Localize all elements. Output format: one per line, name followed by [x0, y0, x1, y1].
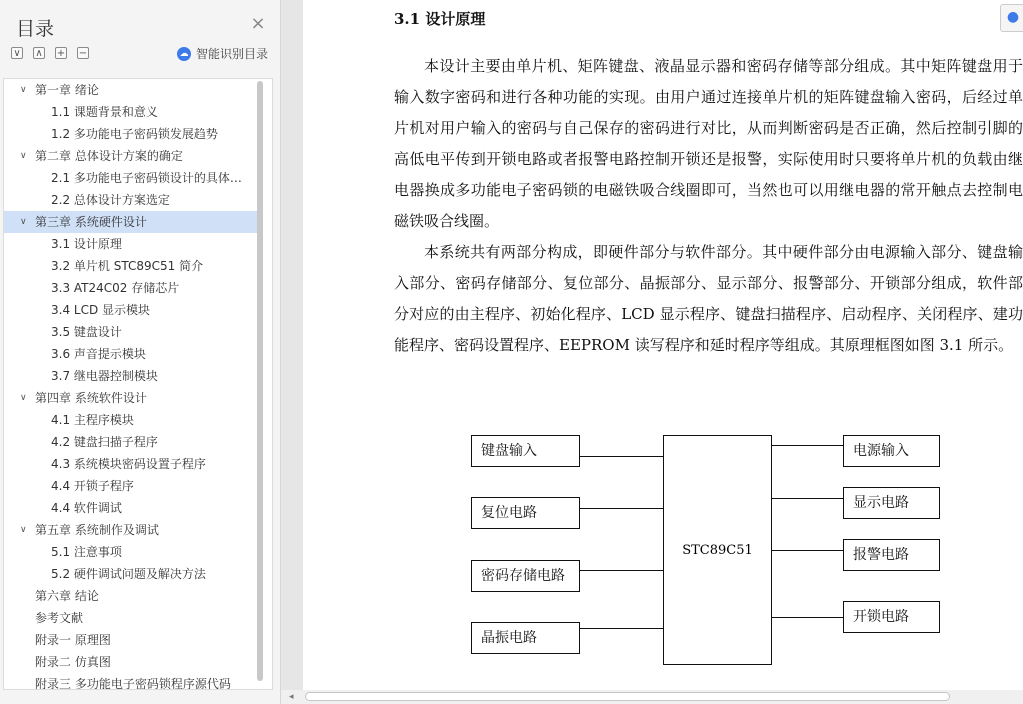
paragraph-1: 本设计主要由单片机、矩阵键盘、液晶显示器和密码存储等部分组成。其中矩阵键盘用于输入数字密码和进行各种功能的实现。由用户通过连接单片机的矩阵键盘输入密码，后经过单片机对用户输入的密码与自己保存的密码进行对比，从而判断密码是否正确，然后控制引脚的高低电平传到开锁电路或者报警电路控制开锁还是报警，实际使用时只要将单片机的负载由继电器换成多功能电子密码锁的电磁铁吸合线圈即可，当然也可以用继电器的常开触点去控制电磁铁吸合线圈。 [394, 57, 1023, 230]
toc-item-label: 4.2 键盘扫描子程序 [51, 435, 158, 449]
horizontal-scrollbar[interactable] [281, 690, 1023, 704]
toc-item[interactable] [4, 475, 259, 497]
toc-item-label: 3.6 声音提示模块 [51, 347, 146, 361]
toc-item[interactable] [4, 145, 259, 167]
smart-toc-label: 智能识别目录 [196, 47, 269, 61]
block-crystal-circuit: 晶振电路 [471, 622, 580, 654]
toc-item[interactable] [4, 79, 259, 101]
toc-item[interactable] [4, 409, 259, 431]
collapse-all-button[interactable]: ∨ [11, 47, 23, 59]
toc-panel [3, 78, 273, 690]
connector-line [772, 445, 843, 446]
smart-toc-button[interactable] [177, 45, 268, 62]
toc-item-label: 第六章 结论 [35, 589, 99, 603]
block-reset-circuit: 复位电路 [471, 497, 580, 529]
map-pin-icon[interactable]: ● [1000, 4, 1023, 32]
toc-item-label: 5.2 硬件调试问题及解决方法 [51, 567, 206, 581]
toc-item-label: 3.2 单片机 STC89C51 简介 [51, 259, 204, 273]
connector-line [772, 498, 843, 499]
toc-item[interactable] [4, 211, 259, 233]
toc-item-label: 第四章 系统软件设计 [35, 391, 147, 405]
toc-list [4, 79, 259, 690]
toc-item-label: 第三章 系统硬件设计 [35, 215, 147, 229]
toc-item-label: 4.4 软件调试 [51, 501, 122, 515]
document-page [303, 0, 1023, 690]
block-password-storage: 密码存储电路 [471, 560, 580, 592]
chevron-down-icon[interactable]: ∨ [20, 525, 27, 535]
block-display-circuit: 显示电路 [843, 487, 940, 519]
toc-item[interactable] [4, 343, 259, 365]
toc-item-label: 1.2 多功能电子密码锁发展趋势 [51, 127, 218, 141]
chevron-down-icon[interactable]: ∨ [20, 217, 27, 227]
toc-item-label: 3.3 AT24C02 存储芯片 [51, 281, 180, 295]
toc-item[interactable] [4, 189, 259, 211]
toc-item[interactable] [4, 629, 259, 651]
toc-item-label: 5.1 注意事项 [51, 545, 122, 559]
toc-item-label: 第五章 系统制作及调试 [35, 523, 159, 537]
toc-item-label: 3.1 设计原理 [51, 237, 122, 251]
toc-item[interactable] [4, 321, 259, 343]
toc-item[interactable] [4, 651, 259, 673]
chevron-down-icon[interactable]: ∨ [20, 151, 27, 161]
toc-item[interactable] [4, 255, 259, 277]
toc-item-label: 3.7 继电器控制模块 [51, 369, 158, 383]
toc-item[interactable] [4, 299, 259, 321]
chevron-down-icon[interactable]: ∨ [20, 393, 27, 403]
toc-item[interactable] [4, 607, 259, 629]
paragraph-2: 本系统共有两部分构成，即硬件部分与软件部分。其中硬件部分由电源输入部分、键盘输入部分、密码存储部分、复位部分、晶振部分、显示部分、报警部分、开锁部分组成，软件部分对应的由主程序、初始化程序、LCD 显示程序、键盘扫描程序、启动程序、关闭程序、建功能程序、密码设置程序、EEPROM 读写程序和延时程序等组成。其原理框图如图 3.1 所示。 [394, 243, 1023, 354]
toc-item[interactable] [4, 387, 259, 409]
expand-up-button[interactable]: ∧ [33, 47, 45, 59]
toc-item-label: 4.3 系统模块密码设置子程序 [51, 457, 206, 471]
arrow-left-icon[interactable]: ◂ [289, 692, 294, 702]
block-keyboard-input: 键盘输入 [471, 435, 580, 467]
sidebar-header [0, 0, 280, 80]
toc-item-label: 2.1 多功能电子密码锁设计的具体… [51, 171, 242, 185]
toc-item-label: 3.4 LCD 显示模块 [51, 303, 151, 317]
toc-item[interactable] [4, 365, 259, 387]
sidebar-title: 目录 [16, 18, 55, 40]
toc-item-label: 2.2 总体设计方案选定 [51, 193, 170, 207]
toc-item[interactable] [4, 497, 259, 519]
toc-toolbar [11, 47, 89, 59]
toc-item[interactable] [4, 453, 259, 475]
toc-item[interactable] [4, 167, 259, 189]
toc-item[interactable] [4, 277, 259, 299]
toc-item-label: 4.4 开锁子程序 [51, 479, 134, 493]
chevron-down-icon[interactable]: ∨ [20, 85, 27, 95]
toc-item-label: 第二章 总体设计方案的确定 [35, 149, 183, 163]
document-area [281, 0, 1023, 704]
toc-item-label: 4.1 主程序模块 [51, 413, 134, 427]
connector-line [580, 508, 663, 509]
smart-cloud-icon: ☁ [177, 47, 191, 61]
connector-line [580, 456, 663, 457]
toc-item-label: 1.1 课题背景和意义 [51, 105, 158, 119]
toc-item[interactable] [4, 519, 259, 541]
close-icon[interactable]: × [250, 13, 266, 34]
toc-item[interactable] [4, 563, 259, 585]
toc-item-label: 3.5 键盘设计 [51, 325, 122, 339]
toc-item[interactable] [4, 431, 259, 453]
connector-line [772, 617, 843, 618]
block-power-input: 电源输入 [843, 435, 940, 467]
toc-item-label: 附录三 多功能电子密码锁程序源代码 [35, 677, 231, 690]
scroll-thumb[interactable] [305, 692, 950, 701]
toc-item[interactable] [4, 233, 259, 255]
toc-item-label: 第一章 绪论 [35, 83, 99, 97]
toc-item-label: 参考文献 [35, 611, 84, 625]
toc-item-label: 附录一 原理图 [35, 633, 111, 647]
remove-heading-button[interactable]: − [78, 48, 88, 59]
section-title: 3.1 设计原理 [394, 10, 486, 28]
toc-sidebar [0, 0, 281, 704]
connector-line [772, 550, 843, 551]
toc-item[interactable] [4, 123, 259, 145]
add-heading-button[interactable]: + [56, 48, 66, 59]
toc-item[interactable] [4, 101, 259, 123]
toc-item[interactable] [4, 541, 259, 563]
connector-line [580, 570, 663, 571]
connector-line [580, 628, 663, 629]
toc-item[interactable] [4, 673, 259, 690]
block-unlock-circuit: 开锁电路 [843, 601, 940, 633]
block-alarm-circuit: 报警电路 [843, 539, 940, 571]
toc-scrollbar[interactable] [257, 81, 263, 681]
toc-item-label: 附录二 仿真图 [35, 655, 111, 669]
toc-item[interactable] [4, 585, 259, 607]
block-mcu: STC89C51 [663, 435, 772, 665]
